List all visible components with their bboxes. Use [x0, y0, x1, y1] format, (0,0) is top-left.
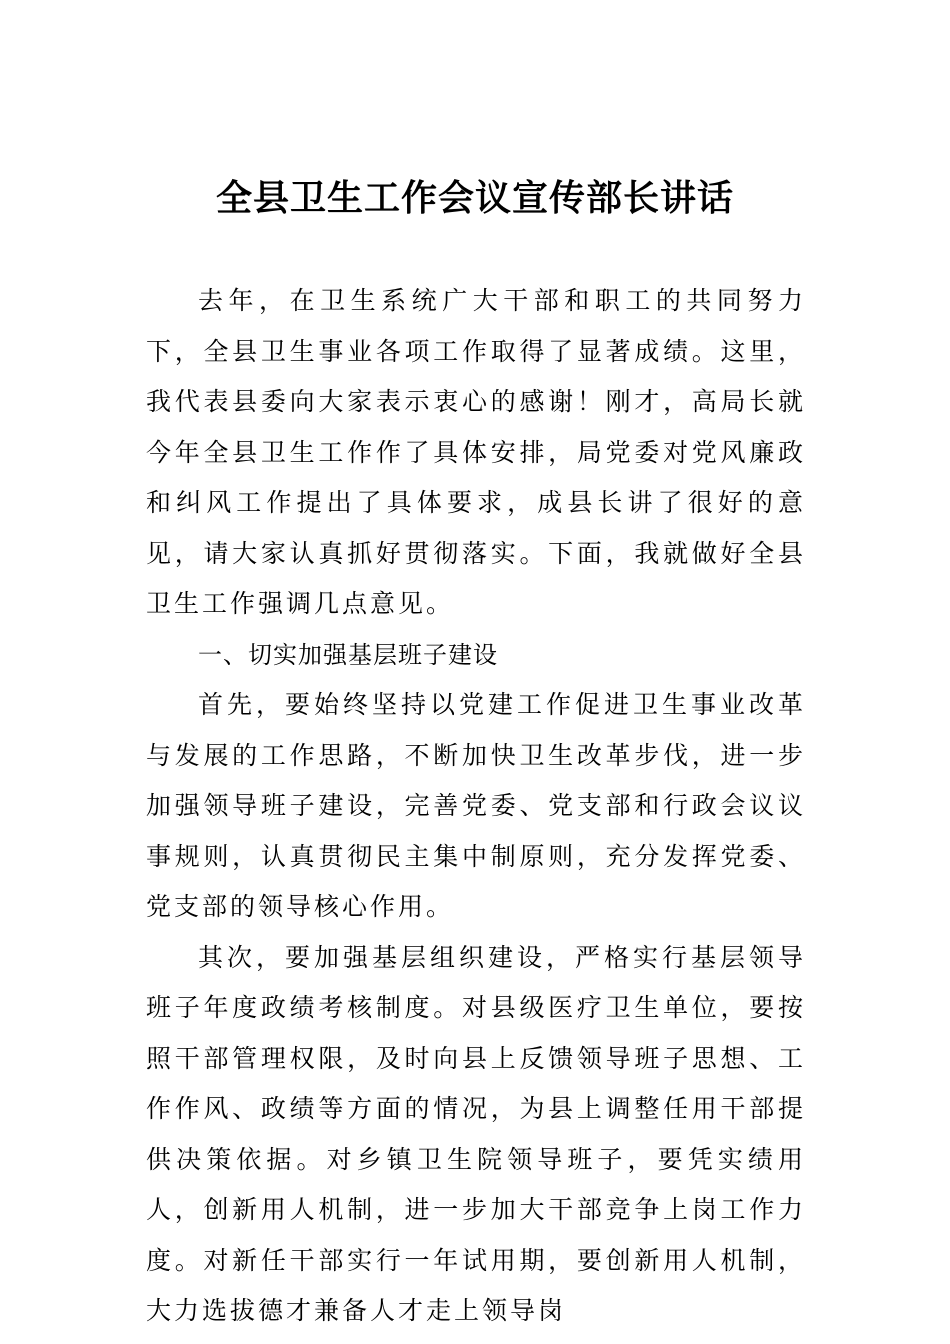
intro-paragraph: 去年，在卫生系统广大干部和职工的共同努力下，全县卫生事业各项工作取得了显著成绩。这里，我代表县委向大家表示衷心的感谢！刚才，高局长就今年全县卫生工作作了具体安排，局党委对党风廉政和纠风工作提出了具体要求，成县长讲了很好的意见，请大家认真抓好贯彻落实。下面，我就做好全县卫生工作强调几点意见。: [146, 286, 806, 618]
document-title: 全县卫生工作会议宣传部长讲话: [215, 177, 734, 219]
section-paragraph-2: 其次，要加强基层组织建设，严格实行基层领导班子年度政绩考核制度。对县级医疗卫生单位，要按照干部管理权限，及时向县上反馈领导班子思想、工作作风、政绩等方面的情况，为县上调整任用干部提供决策依据。对乡镇卫生院领导班子，要凭实绩用人，创新用人机制，进一步加大干部竞争上岗工作力度。对新任干部实行一年试用期，要创新用人机制，大力选拔德才兼备人才走上领导岗: [146, 942, 806, 1325]
document-body: [146, 276, 806, 1337]
section-heading: 一、切实加强基层班子建设: [198, 640, 498, 669]
section-paragraph-1: 首先，要始终坚持以党建工作促进卫生事业改革与发展的工作思路，不断加快卫生改革步伐，进一步加强领导班子建设，完善党委、党支部和行政会议议事规则，认真贯彻民主集中制原则，充分发挥党委、党支部的领导核心作用。: [146, 690, 806, 921]
